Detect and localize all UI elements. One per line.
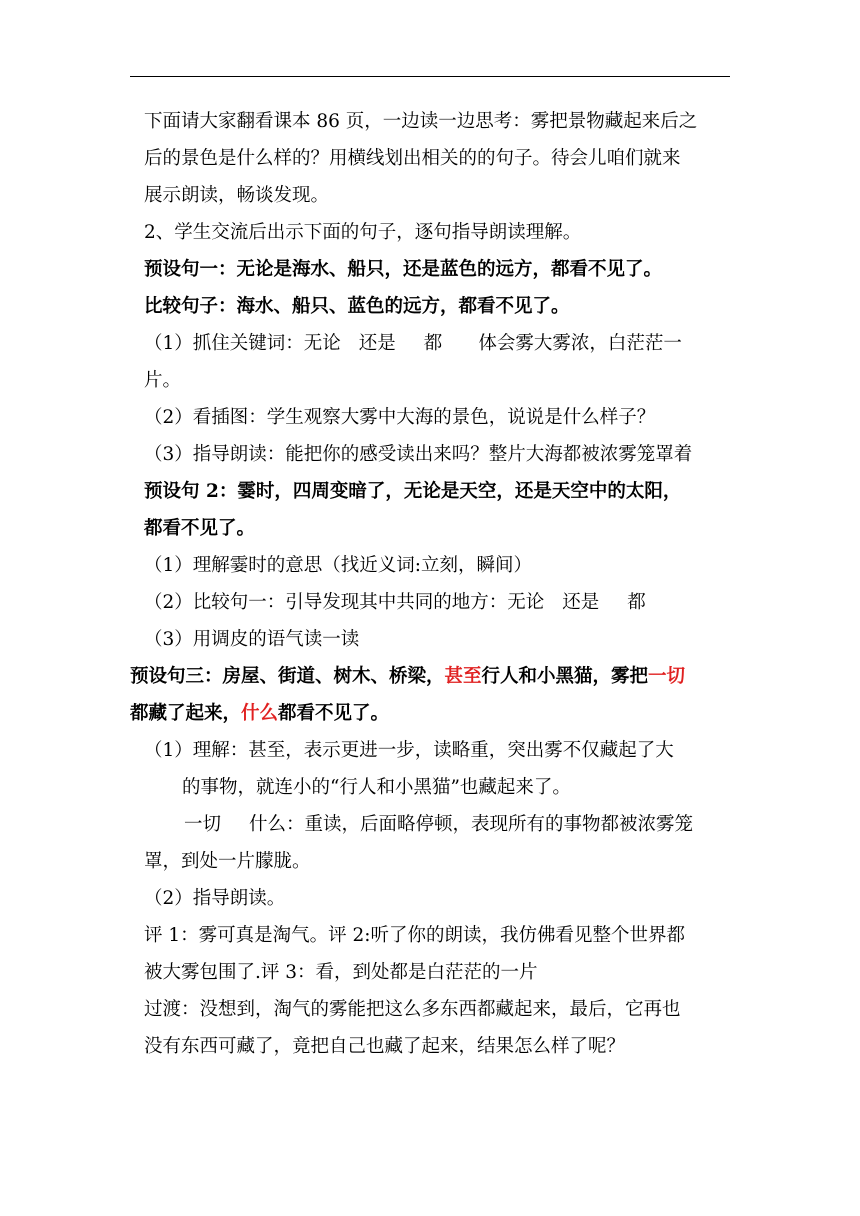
sentence-text: 预设句三：房屋、街道、树木、桥梁，: [130, 666, 445, 687]
note-line: （3）指导朗读：能把你的感受读出来吗？整片大海都被浓雾笼罩着: [144, 444, 693, 465]
sentence-text: 行人和小黑猫，雾把: [481, 666, 649, 687]
emphasis-word: 甚至: [444, 666, 482, 687]
transition-line: 过渡：没想到，淘气的雾能把这么多东西都藏起来，最后，它再也: [144, 999, 681, 1020]
note-line: （3）用调皮的语气读一读: [144, 629, 360, 650]
keyword: 都: [627, 592, 646, 613]
note-text: 体会雾大雾浓，白茫茫一: [478, 333, 682, 354]
preset-sentence-1: 预设句一：无论是海水、船只，还是蓝色的远方，都看不见了。: [144, 259, 663, 280]
keyword: 一切: [184, 814, 222, 835]
header-rule: [130, 76, 730, 77]
compare-sentence: 比较句子：海水、船只、蓝色的远方，都看不见了。: [144, 296, 570, 317]
note-line: 的事物，就连小的“行人和小黑猫”也藏起来了。: [182, 777, 571, 798]
note-line: （2）指导朗读。: [144, 888, 286, 909]
note-text: （2）比较句一：引导发现其中共同的地方：无论: [144, 592, 545, 613]
evaluation-line: 评 1：雾可真是淘气。评 2:听了你的朗读，我仿佛看见整个世界都: [144, 925, 686, 946]
note-line: （1）理解：甚至，表示更进一步，读略重，突出雾不仅藏起了大: [144, 740, 674, 761]
document-body: [130, 103, 730, 1065]
note-text: （1）抓住关键词：无论: [144, 333, 341, 354]
paragraph-line: 下面请大家翻看课本 86 页，一边读一边思考：雾把景物藏起来后之: [144, 111, 698, 132]
note-line: （2）看插图：学生观察大雾中大海的景色，说说是什么样子？: [144, 407, 656, 428]
sentence-text: 都看不见了。: [278, 703, 390, 724]
note-line: [130, 806, 730, 843]
note-line: [130, 325, 730, 362]
preset-sentence-3: [130, 658, 730, 695]
keyword: 还是: [358, 333, 396, 354]
note-line: 片。: [144, 370, 182, 391]
emphasis-word: 一切: [648, 666, 686, 687]
sentence-text: 都藏了起来，: [130, 703, 242, 724]
note-text: 什么：重读，后面略停顿，表现所有的事物都被浓雾笼: [249, 814, 694, 835]
preset-sentence-2: 预设句 2：霎时，四周变暗了，无论是天空，还是天空中的太阳，: [144, 481, 682, 502]
paragraph-line: 展示朗读，畅谈发现。: [144, 185, 330, 206]
transition-line: 没有东西可藏了，竟把自己也藏了起来，结果怎么样了呢？: [144, 1036, 626, 1057]
note-line: 罩，到处一片朦胧。: [144, 851, 311, 872]
paragraph-line: 后的景色是什么样的？用横线划出相关的的句子。待会儿咱们就来: [144, 148, 681, 169]
emphasis-word: 什么: [241, 703, 279, 724]
step-heading: 2、学生交流后出示下面的句子，逐句指导朗读理解。: [144, 222, 582, 243]
keyword: 还是: [562, 592, 600, 613]
preset-sentence-3: [130, 695, 730, 732]
evaluation-line: 被大雾包围了.评 3：看，到处都是白茫茫的一片: [144, 962, 538, 983]
note-line: （1）理解霎时的意思（找近义词:立刻，瞬间）: [144, 555, 533, 576]
keyword: 都: [423, 333, 443, 354]
note-line: [130, 584, 730, 621]
preset-sentence-2: 都看不见了。: [144, 518, 256, 539]
